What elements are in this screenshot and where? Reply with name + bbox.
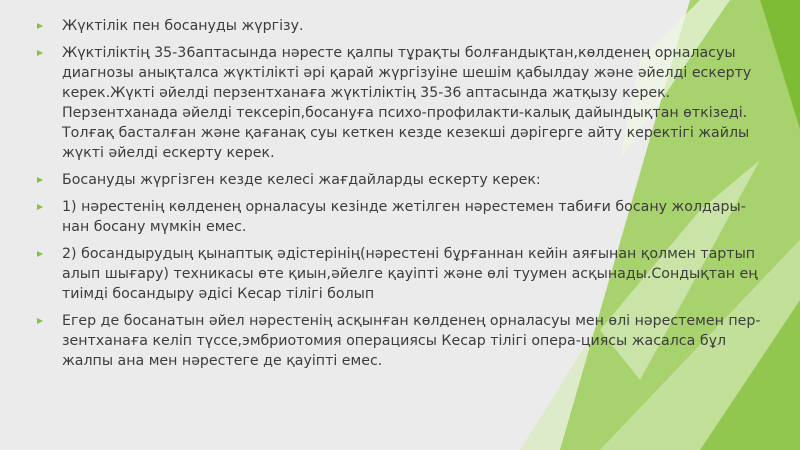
bullet-text: Жүктіліктің 35-36аптасында нәресте қалпы тұрақты болғандықтан,көлденең орналасуы диагнозы анықталса жүктілікті әрі қарай жүргізуіне шешім қабылдау және әйелді ескерту керек.Жүкті әйелді перзентханаға жүктіліктің 35-36 аптасында жатқызу керек. Перзентханада әйелді тексеріп,босануға психо-профилакти-калық дайындықтан өткізеді. Толғақ басталған және қағанақ суы кеткен кезде кезекші дәрігерге айту керектігі жайлы жүкті әйелді ескерту керек.	[62, 45, 752, 161]
bullet-text: Егер де босанатын әйел нәрестенің асқынған көлденең орналасуы мен өлі нәрестемен пер- зентханаға келіп түссе,эмбриотомия операциясы Кесар тілігі опера-циясы жасалса бұл жалпы ана мен нәрестеге де қауіпті емес.	[62, 313, 761, 369]
list-item	[34, 244, 794, 304]
bullet-list	[34, 16, 794, 378]
triangle-bullet-icon	[37, 251, 43, 257]
triangle-bullet-icon	[37, 204, 43, 210]
triangle-bullet-icon	[37, 23, 43, 29]
triangle-bullet-icon	[37, 318, 43, 324]
list-item	[34, 311, 794, 371]
triangle-bullet-icon	[37, 50, 43, 56]
list-item	[34, 170, 794, 190]
bullet-text: 2) босандырудың қынаптық әдістерінің(нәрестені бұрғаннан кейін аяғынан қолмен тартып алып шығару) техникасы өте қиын,әйелге қауіпті және өлі туумен асқынады.Сондықтан ең тиімді босандыру әдісі Кесар тілігі болып	[62, 246, 758, 302]
bullet-text: Жүктілік пен босануды жүргізу.	[62, 18, 304, 34]
list-item	[34, 197, 794, 237]
bullet-text: 1) нәрестенің көлденең орналасуы кезінде жетілген нәрестемен табиғи босану жолдары- нан босану мүмкін емес.	[62, 199, 746, 235]
triangle-bullet-icon	[37, 177, 43, 183]
bullet-text: Босануды жүргізген кезде келесі жағдайларды ескерту керек:	[62, 172, 541, 188]
list-item	[34, 16, 794, 36]
list-item	[34, 43, 794, 163]
